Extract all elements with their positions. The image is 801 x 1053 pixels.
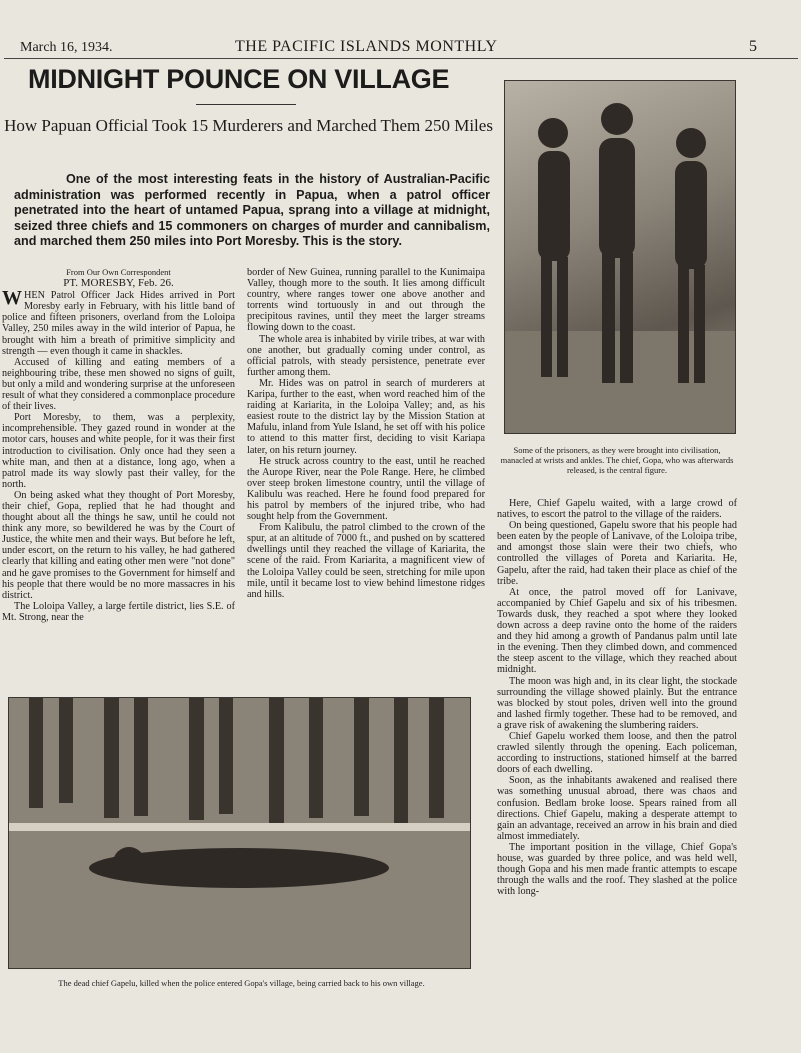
- summary: One of the most interesting feats in the history of Australian-Pacific administration was performed recently in Papua, when a patrol officer penetrated into the heart of untamed Papua, sprang into a village at midnight, seized three chiefs and 15 commoners on charges of murder and cannibalism, and marched them 250 miles into Port Moresby. This is the story.: [14, 172, 490, 249]
- paragraph: The important position in the village, Chief Gopa's house, was guarded by three police, and was held well, though Gopa and his men made frantic attempts to escape through the walls and the roof. They slashed at the police with long-: [497, 841, 737, 898]
- paragraph: Mr. Hides was on patrol in search of murderers at Karipa, further to the east, when word reached him of the raiding at Kariarita, in the Loloipa Valley; and, as his easiest route to the district lay by the Mission Station at Mafulu, inland from Yule Island, he set off with his police to attend to this matter first, deciding to visit Kariapa later, on his return journey.: [247, 377, 485, 456]
- prisoners-photo: [504, 80, 736, 434]
- article-column-2: [247, 267, 485, 600]
- subheadline: How Papuan Official Took 15 Murderers and Marched Them 250 Miles: [4, 116, 493, 135]
- page-number: 5: [749, 38, 757, 55]
- drop-cap: W: [2, 287, 22, 310]
- paragraph: From Kalibulu, the patrol climbed to the crown of the spur, at an altitude of 7000 ft., and pushed on by scattered dwellings until they reached the village of Kariarita, the scene of the raid. From Kariarita, a magnificent view of the Loloipa Valley could be seen, stretching for mile upon mile, until it became lost to view behind limestone ridges and hills.: [247, 522, 485, 600]
- paragraph: On being questioned, Gapelu swore that his people had been eaten by the people of Lanivave, of the Loloipa tribe, and amongst those slain were their two chiefs, who controlled the villages of Poreta and Kariarita. He, Gapelu, after the raid, had taken their place as chief of the tribe.: [497, 520, 737, 587]
- paragraph: On being asked what they thought of Port Moresby, their chief, Gopa, replied that he had thought and thought about all the things he saw, until he could not think any more, so bewildered he was by the Court of Justice, the white men and their ways. But before he left, under escort, on the return to his valley, he had gathered clearly that killing and eating other men were "not done" and he gave promises to the Government for himself and his people that there would be no more massacres in his district.: [2, 489, 235, 601]
- paragraph: The moon was high and, in its clear light, the stockade surrounding the village showed plainly. But the entrance was blocked by stout poles, driven well into the ground and lashed firmly together. These had to be removed, and a grave risk of awakening the slumbering raiders.: [497, 675, 737, 731]
- paragraph: Port Moresby, to them, was a perplexity, incomprehensible. They gazed round in wonder at the motor cars, houses and white people, for it was their first introduction to civilisation. Only once had they seen a white man, and then at a distance, long ago, when a patrol made its way slowly past their valley, for the north.: [2, 412, 235, 490]
- dead-chief-illustration: [9, 698, 470, 968]
- dateline: PT. MORESBY, Feb. 26.: [63, 277, 174, 290]
- page-date: March 16, 1934.: [20, 40, 113, 55]
- paragraph: Accused of killing and eating members of a neighbouring tribe, these men showed no signs of guilt, but only a mild and wondering surprise at the unforeseen result of what they considered a commonplace procedure of their lives.: [2, 356, 235, 413]
- header-rule: [4, 58, 798, 59]
- paragraph: WHEN Patrol Officer Jack Hides arrived in Port Moresby early in February, with his little band of police and fifteen prisoners, overland from the Loloipa Valley, 250 miles away in the wild interior of Papua, he brought with him a breath of primitive simplicity and strength — even though it came in shackles.: [2, 287, 235, 357]
- paragraph: border of New Guinea, running parallel to the Kunimaipa Valley, though more to the south. It lies among difficult country, where ranges tower one above another and torrents wind tortuously in and out through the precipitous ravines, until they meet the larger streams flowing down to the coast.: [247, 267, 485, 334]
- prisoners-illustration: [505, 81, 735, 433]
- article-column-3: [497, 498, 737, 897]
- headline: MIDNIGHT POUNCE ON VILLAGE: [28, 64, 450, 94]
- paragraph: Soon, as the inhabitants awakened and realised there was something unusual abroad, there was chaos and confusion. Bedlam broke loose. Spears rained from all directions. Chief Gapelu, making a desperate attempt to gain an advantage, received an arrow in his brain and died almost immediately.: [497, 775, 737, 842]
- prisoners-photo-caption: Some of the prisoners, as they were brought into civilisation, manacled at wrists and ankles. The chief, Gopa, who was afterwards released, is the central figure.: [500, 445, 734, 475]
- publication-title: THE PACIFIC ISLANDS MONTHLY: [235, 38, 498, 55]
- dead-chief-photo: [8, 697, 471, 969]
- paragraph: The whole area is inhabited by virile tribes, at war with one another, but gradually coming under control, as official patrols, with steady persistence, penetrate ever further among them.: [247, 333, 485, 378]
- paragraph: Here, Chief Gapelu waited, with a large crowd of natives, to escort the patrol to the village of the raiders.: [497, 498, 737, 521]
- headline-rule: [196, 104, 296, 105]
- paragraph: Chief Gapelu worked them loose, and then the patrol crawled silently through the opening. Each policeman, according to instructions, stationed himself at the barred doors of each dwelling.: [497, 730, 737, 776]
- paragraph: At once, the patrol moved off for Lanivave, accompanied by Chief Gapelu and six of his tribesmen. Towards dusk, they reached a spot where they looked down across a deep ravine onto the home of the raiders and they hid among a growth of Pandanus palm until late in the evening. Then they climbed down, and commenced the steep ascent to the village, which they reached about midnight.: [497, 586, 737, 676]
- paragraph: The Loloipa Valley, a large fertile district, lies S.E. of Mt. Strong, near the: [2, 600, 235, 623]
- dead-chief-photo-caption: The dead chief Gapelu, killed when the police entered Gopa's village, being carried back to his own village.: [58, 978, 425, 988]
- paragraph: He struck across country to the east, until he reached the Aurope River, near the Pole Range. Here, he climbed over steep broken limestone country, until the village of Kalibulu was reached. Here he found food prepared for his patrol by members of the injured tribe, who had sought help from the Government.: [247, 455, 485, 523]
- byline: From Our Own Correspondent: [66, 267, 171, 277]
- article-column-1: [2, 267, 235, 623]
